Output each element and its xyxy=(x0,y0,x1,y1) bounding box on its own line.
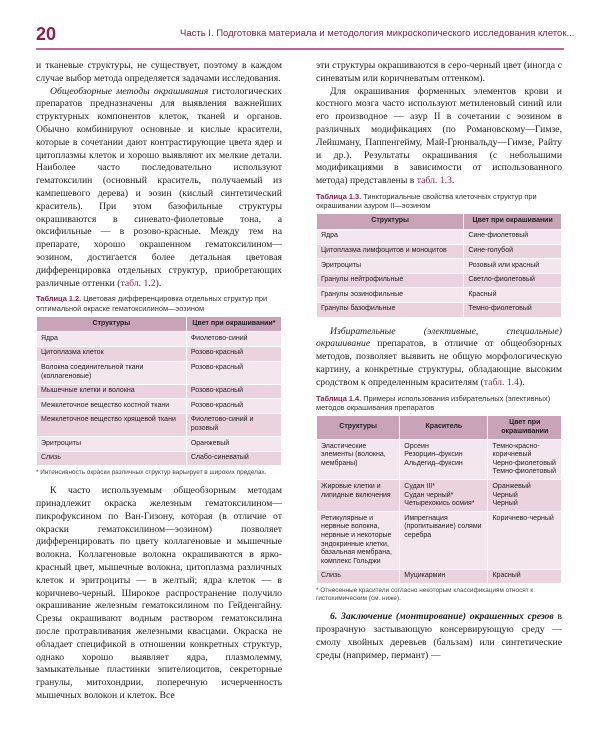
table-caption-text: Цветовая дифференцировка отдельных структур при оптимальной окраске гематоксилином—эозином xyxy=(36,294,268,313)
table-row xyxy=(317,273,562,288)
table-cell: Слабо-синеватый xyxy=(186,451,281,466)
paragraph xyxy=(316,326,562,390)
table-cell: Слизь xyxy=(37,451,187,466)
column-header: Структуры xyxy=(317,415,400,439)
table-footnote: * Интенсивность окраски различных структур варьирует в широких пределах. xyxy=(36,469,267,477)
right-column xyxy=(316,60,562,663)
table-row xyxy=(317,302,562,317)
table-cell: Цитоплазма лимфоцитов и моноцитов xyxy=(317,244,464,259)
table-row xyxy=(37,361,282,384)
table-cell: Красный xyxy=(464,288,562,303)
paragraph: эти структуры окрашиваются в серо-черный цвет (иногда с синеватым или коричневатым оттенком). xyxy=(316,60,562,84)
table-cell xyxy=(400,512,488,570)
table-cell: Цитоплазма клеток xyxy=(37,346,187,361)
table-cell xyxy=(400,440,488,480)
table-label: Таблица 1.3. xyxy=(316,191,362,201)
cell-line: Темно-красно-коричневый xyxy=(492,442,540,459)
cell-line: Жировые клетки и липидные включения xyxy=(321,482,391,499)
table-row xyxy=(317,569,562,584)
page-number: 20 xyxy=(36,24,57,44)
table-cell: Эритроциты xyxy=(37,437,187,452)
table-cell: Эритроциты xyxy=(317,259,464,274)
table-cell xyxy=(400,569,488,584)
paragraph-text: гистологических препаратов предназначены для выявления важнейших структурных компонентов клеток, тканей и органов. Обычно комбинируют основные и кислые красители, которые в сочетании дают контрастирующие цвета ядер и цитоплазмы клеток и хорошо выявляют их мелкие детали. Наиболее часто последовательно используют гематоксилин (основный краситель, получаемый из кампешевого дерева) и эозин (кислый синтетический краситель). При этом базофильные структуры окрашиваются в синевато-фиолетовые тона, а оксифильные — в розово-красные. Между тем на препарате, хорошо окрашенном гематоксилином—эозином, достигается более детальная цветовая дифференцировка отдельных структур, приобретающих различные оттенки ( xyxy=(36,85,282,289)
table-cell: Волокна соединительной ткани (коллагеновые) xyxy=(37,361,187,384)
cell-line: Эластические элементы (волокна, мембраны) xyxy=(321,442,386,467)
cell-line: Черный xyxy=(492,500,518,508)
table-row xyxy=(37,451,282,466)
column-header: Цвет при окрашивании xyxy=(464,214,562,230)
table-cell xyxy=(488,480,562,512)
table-reference-link[interactable]: табл. 1.3 xyxy=(416,175,452,187)
cell-line: Красный xyxy=(492,572,521,580)
header-rule xyxy=(36,48,564,50)
table-cell: Гранулы нейтрофильные xyxy=(317,273,464,288)
paragraph-text: препаратов, в отличие от общеобзорных методов, позволяет выявить не общую морфологическую картину, а конкретные структуры, обладающие высоким сродством к определенным красителям ( xyxy=(316,338,562,388)
table-cell: Ядра xyxy=(37,332,187,347)
cell-line: Четырехокись осмия* xyxy=(404,500,475,508)
cell-line: Слизь xyxy=(321,572,341,580)
term: Общеобзорные методы окрашивания xyxy=(50,85,209,97)
cell-line: Темно-фиолетовый xyxy=(492,468,556,476)
paragraph-text: Для окрашивания форменных элементов крови и костного мозга часто используют метиленовый синий или его производное — азур II в сочетании с эозином в различных модификациях (по Романовскому—Гимзе, Лейшману, Паппенгейму, Май-Грюнвальду—Гимзе, Райту и др.). Результаты окрашивания (с небольшими модификациями в зависимости от использованного метода) представлены в xyxy=(316,85,562,187)
paragraph-text: ). xyxy=(518,376,525,388)
table-caption-text: Тинкториальные свойства клеточных структур при окрашивании азуром II—эозином xyxy=(316,191,537,211)
table-cell xyxy=(488,569,562,584)
table-row xyxy=(37,413,282,436)
cell-line: Черно-фиолетовый xyxy=(492,459,556,467)
table-cell xyxy=(317,512,400,570)
table-row xyxy=(37,384,282,399)
cell-line: Муцикармин xyxy=(404,572,446,580)
table-cell xyxy=(317,569,400,584)
table-cell: Розово-красный xyxy=(186,384,281,399)
table-cell: Оранжевый xyxy=(186,437,281,452)
table-row xyxy=(317,229,562,244)
term: Избирательные (элективные, специальные) окрашивание xyxy=(316,325,562,350)
table-row xyxy=(317,480,562,512)
table-cell xyxy=(488,440,562,480)
table-cell: Мышечные клетки и волокна xyxy=(37,384,187,399)
table-cell: Розово-красный xyxy=(186,361,281,384)
table-cell: Межклеточное вещество костной ткани xyxy=(37,399,187,414)
table-cell: Гранулы эозинофильные xyxy=(317,288,464,303)
paragraph-text: ). xyxy=(155,277,162,289)
table-cell: Темно-фиолетовый xyxy=(464,302,562,317)
column-header: Цвет при окрашивании* xyxy=(186,316,281,332)
table-1-3 xyxy=(316,213,562,317)
table-cell xyxy=(317,440,400,480)
cell-line: Орсеин xyxy=(404,442,429,450)
table-reference-link[interactable]: табл. 1.2 xyxy=(120,277,156,289)
table-caption xyxy=(316,394,562,412)
paragraph: К часто используемым общеобзорным методам принадлежит окраска железным гематоксилином—пикрофуксином по Ван-Гизону, которая (в отличие от окраски гематоксилином—эозином) позволяет дифференцировать по цвету коллагеновые и мышечные волокна. Коллагеновые волокна окрашиваются в ярко-красный цвет, мышечные волокна, цитоплазма различных клеток и эритроциты — в желтый; ядра клеток — в коричнево-черный. Широкое распространение получило окрашивание железным гематоксилином по Гейденгайну. Срезы окрашивают водным раствором гематоксилина после протравливания железными квасцами. Окраска не обладает спецификой в отношении конкретных структур, однако хорошо выявляет ядра, плазмолемму, замыкательные пластинки эпителиоцитов, секреторные гранулы, митохондрии, поперечную исчерченность мышечных волокон и клеток. Все xyxy=(36,485,282,702)
cell-line: Коричнево-черный xyxy=(492,514,554,522)
table-caption xyxy=(316,192,562,210)
table-cell: Фиолетово-синий и розовый xyxy=(186,413,281,436)
table-row xyxy=(317,244,562,259)
table-1-4 xyxy=(316,415,562,585)
cell-line: Черный xyxy=(492,491,518,499)
table-row xyxy=(37,332,282,347)
table-cell: Гранулы базофильные xyxy=(317,302,464,317)
left-column xyxy=(36,60,282,703)
column-header: Структуры xyxy=(37,316,187,332)
cell-line: Судан черный* xyxy=(404,491,454,499)
table-row xyxy=(37,437,282,452)
table-cell: Фиолетово-синий xyxy=(186,332,281,347)
table-label: Таблица 1.2. xyxy=(36,294,82,304)
table-cell: Сине-голубой xyxy=(464,244,562,259)
table-cell: Розово-красный xyxy=(186,346,281,361)
table-reference-link[interactable]: табл. 1.4 xyxy=(483,376,519,388)
table-1-2 xyxy=(36,316,282,467)
section-heading: 6. Заключение (монтирование) окрашенных срезов xyxy=(330,611,554,623)
paragraph xyxy=(316,86,562,188)
paragraph xyxy=(316,611,562,662)
table-cell: Межклеточное вещество хрящевой ткани xyxy=(37,413,187,436)
cell-line: Судан III* xyxy=(404,482,435,490)
table-row xyxy=(317,440,562,480)
column-header: Цвет при окрашивании xyxy=(488,415,562,439)
table-caption xyxy=(36,294,282,312)
paragraph-text: . xyxy=(451,175,455,187)
cell-line: Резорцин–фуксин xyxy=(404,451,463,459)
paragraph-text: в прозрачную застывающую консервирующую среду — смолу хвойных деревьев (бальзам) или синтетические среды (например, пермант) — xyxy=(316,611,563,661)
column-header: Структуры xyxy=(317,214,464,230)
cell-line: Импрегнация (пропитывание) солями серебра xyxy=(404,514,482,539)
table-cell xyxy=(488,512,562,570)
table-row xyxy=(37,399,282,414)
paragraph xyxy=(36,86,282,291)
table-footnote: * Отнесенные красители согласно некоторым классификациям относят к гистохимическим (см. ниже). xyxy=(316,587,534,603)
running-head: Часть I. Подготовка материала и методология микроскопического исследования клеток... xyxy=(180,28,575,39)
table-cell: Розово-красный xyxy=(186,399,281,414)
table-row xyxy=(317,259,562,274)
table-row xyxy=(317,288,562,303)
table-label: Таблица 1.4. xyxy=(316,393,362,403)
cell-line: Оранжевый xyxy=(492,482,531,490)
table-row xyxy=(37,346,282,361)
paragraph: и тканевые структуры, не существует, поэтому в каждом случае выбор метода определяется задачами исследования. xyxy=(36,60,282,84)
table-cell: Розовый или красный xyxy=(464,259,562,274)
cell-line: Альдегид–фуксин xyxy=(404,459,463,467)
column-header: Краситель xyxy=(400,415,488,439)
table-row xyxy=(317,512,562,570)
table-cell: Сине-фиолетовый xyxy=(464,229,562,244)
table-cell: Ядра xyxy=(317,229,464,244)
table-cell: Светло-фиолетовый xyxy=(464,273,562,288)
table-cell xyxy=(400,480,488,512)
table-caption-text: Примеры использования избирательных (элективных) методов окрашивания препаратов xyxy=(316,393,551,412)
cell-line: Ретикулярные и нервные волокна, нервные и некоторые эндокринные клетки, базальная мембрана, комплекс Гольджи xyxy=(321,514,392,565)
table-cell xyxy=(317,480,400,512)
